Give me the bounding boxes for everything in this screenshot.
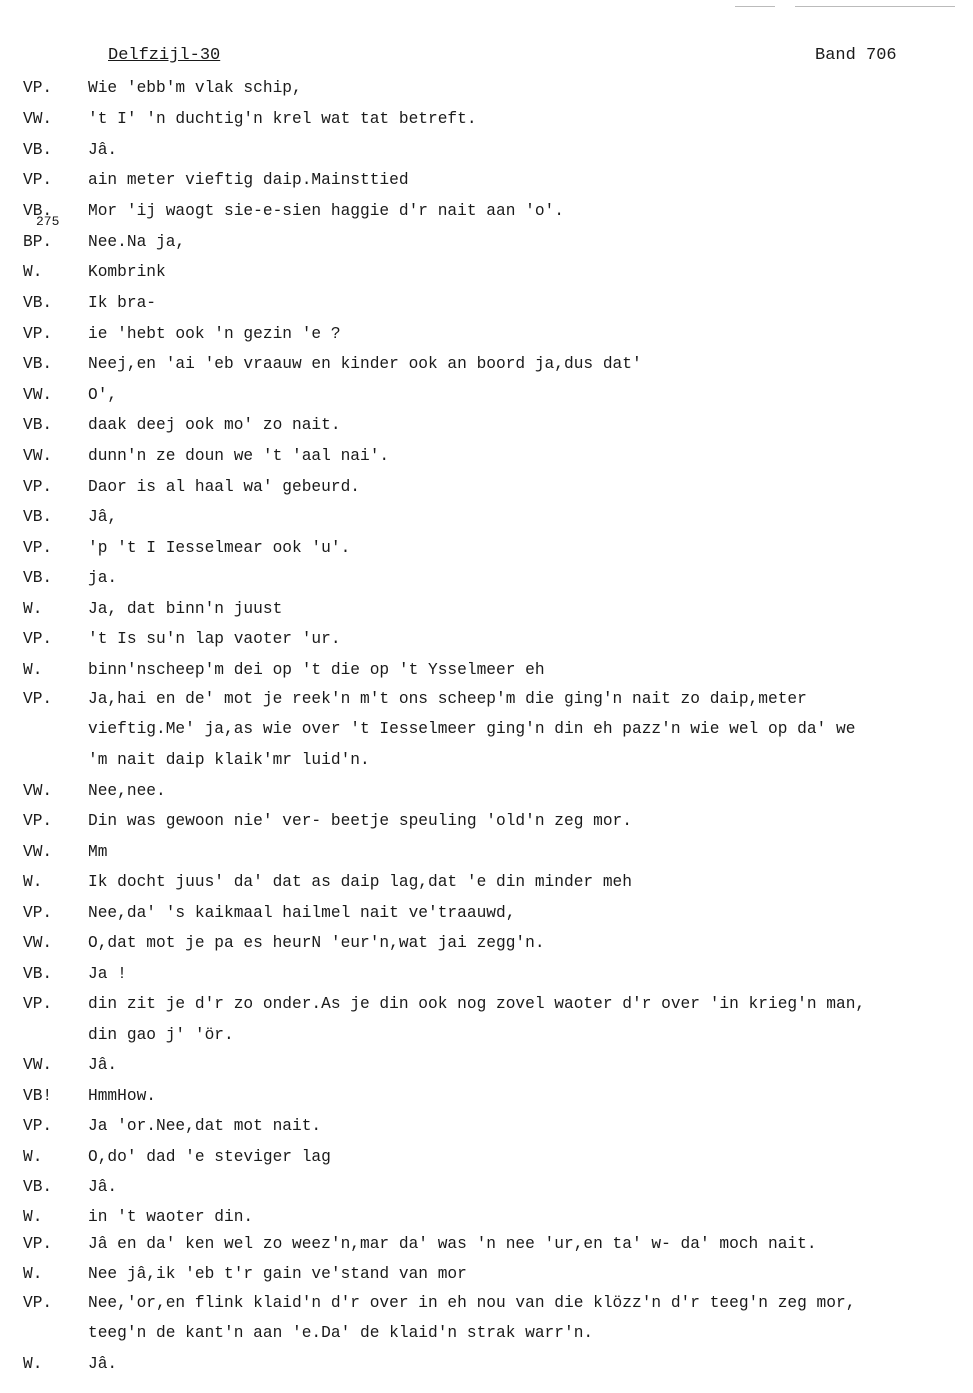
utterance-text: din zit je d'r zo onder.As je din ook nog zovel waoter d'r over 'in krieg'n man, bbox=[88, 995, 866, 1013]
transcript-line bbox=[0, 1291, 973, 1315]
speaker-label: VP. bbox=[23, 995, 53, 1013]
speaker-label: VB. bbox=[23, 1178, 53, 1196]
speaker-label: BP. bbox=[23, 233, 53, 251]
speaker-label: VW. bbox=[23, 782, 53, 800]
transcript-line bbox=[0, 658, 973, 682]
speaker-label: VB. bbox=[23, 141, 53, 159]
transcript-line bbox=[0, 931, 973, 955]
utterance-text: Daor is al haal wa' gebeurd. bbox=[88, 478, 360, 496]
utterance-text: ja. bbox=[88, 569, 118, 587]
transcript-line bbox=[0, 840, 973, 864]
transcript-line bbox=[0, 962, 973, 986]
transcript-line bbox=[0, 199, 973, 223]
speaker-label: VP. bbox=[23, 1235, 53, 1253]
utterance-text: Ik bra- bbox=[88, 294, 156, 312]
utterance-text: daak deej ook mo' zo nait. bbox=[88, 416, 341, 434]
speaker-label: W. bbox=[23, 263, 43, 281]
transcript-line bbox=[0, 1175, 973, 1199]
transcript-line bbox=[0, 260, 973, 284]
document-code: Delfzijl-30 bbox=[108, 46, 221, 65]
utterance-text: Mor 'ij waogt sie-e-sien haggie d'r nait aan 'o'. bbox=[88, 202, 564, 220]
speaker-label: W. bbox=[23, 1148, 43, 1166]
speaker-label: W. bbox=[23, 1265, 43, 1283]
utterance-text: Nee,da' 's kaikmaal hailmel nait ve'traauwd, bbox=[88, 904, 516, 922]
transcript-line bbox=[0, 597, 973, 621]
transcript-line bbox=[0, 1053, 973, 1077]
transcript-line bbox=[0, 168, 973, 192]
utterance-text: Jâ en da' ken wel zo weez'n,mar da' was 'n nee 'ur,en ta' w- da' moch nait. bbox=[88, 1235, 817, 1253]
speaker-label: VP. bbox=[23, 325, 53, 343]
utterance-text: in 't waoter din. bbox=[88, 1208, 254, 1226]
transcript-line bbox=[0, 352, 973, 376]
utterance-text: 't I' 'n duchtig'n krel wat tat betreft. bbox=[88, 110, 477, 128]
speaker-label: VP. bbox=[23, 1117, 53, 1135]
speaker-label: VP. bbox=[23, 690, 53, 708]
utterance-text: ain meter vieftig daip.Mainsttied bbox=[88, 171, 409, 189]
transcript-line bbox=[0, 76, 973, 100]
utterance-text: Jâ. bbox=[88, 1056, 118, 1074]
transcript-line bbox=[0, 992, 973, 1016]
transcript-line bbox=[0, 717, 973, 741]
utterance-text: 'm nait daip klaik'mr luid'n. bbox=[88, 751, 370, 769]
transcript-line bbox=[0, 383, 973, 407]
utterance-text: teeg'n de kant'n aan 'e.Da' de klaid'n strak warr'n. bbox=[88, 1324, 594, 1342]
speaker-label: W. bbox=[23, 600, 43, 618]
transcript-line bbox=[0, 322, 973, 346]
speaker-label: VB. bbox=[23, 355, 53, 373]
transcript-line bbox=[0, 1232, 973, 1256]
transcript-line bbox=[0, 230, 973, 254]
tape-number: Band 706 bbox=[815, 46, 897, 65]
speaker-label: VB. bbox=[23, 508, 53, 526]
transcript-line bbox=[0, 1023, 973, 1047]
utterance-text: Din was gewoon nie' ver- beetje speuling 'old'n zeg mor. bbox=[88, 812, 632, 830]
transcript-line bbox=[0, 901, 973, 925]
margin-annotation: 275 bbox=[36, 214, 60, 229]
utterance-text: HmmHow. bbox=[88, 1087, 156, 1105]
transcript-line bbox=[0, 291, 973, 315]
top-rule-left bbox=[735, 6, 775, 7]
speaker-label: VP. bbox=[23, 630, 53, 648]
transcript-line bbox=[0, 1262, 973, 1286]
utterance-text: Jâ. bbox=[88, 1355, 118, 1373]
transcript-line bbox=[0, 748, 973, 772]
speaker-label: VB. bbox=[23, 965, 53, 983]
utterance-text: O,do' dad 'e steviger lag bbox=[88, 1148, 331, 1166]
speaker-label: VW. bbox=[23, 447, 53, 465]
transcript-line bbox=[0, 1321, 973, 1345]
utterance-text: Nee jâ,ik 'eb t'r gain ve'stand van mor bbox=[88, 1265, 467, 1283]
utterance-text: Neej,en 'ai 'eb vraauw en kinder ook an boord ja,dus dat' bbox=[88, 355, 642, 373]
utterance-text: Ja ! bbox=[88, 965, 127, 983]
transcript-line bbox=[0, 107, 973, 131]
utterance-text: ie 'hebt ook 'n gezin 'e ? bbox=[88, 325, 341, 343]
speaker-label: VP. bbox=[23, 812, 53, 830]
speaker-label: VW. bbox=[23, 386, 53, 404]
speaker-label: VP. bbox=[23, 171, 53, 189]
utterance-text: 'p 't I Iesselmear ook 'u'. bbox=[88, 539, 351, 557]
utterance-text: Jâ. bbox=[88, 141, 118, 159]
speaker-label: W. bbox=[23, 873, 43, 891]
utterance-text: Nee,nee. bbox=[88, 782, 166, 800]
speaker-label: VW. bbox=[23, 110, 53, 128]
transcript-line bbox=[0, 1145, 973, 1169]
utterance-text: Jâ. bbox=[88, 1178, 118, 1196]
speaker-label: VB. bbox=[23, 569, 53, 587]
speaker-label: VP. bbox=[23, 1294, 53, 1312]
utterance-text: Nee.Na ja, bbox=[88, 233, 186, 251]
speaker-label: VP. bbox=[23, 904, 53, 922]
utterance-text: Ja, dat binn'n juust bbox=[88, 600, 283, 618]
transcript-line bbox=[0, 1114, 973, 1138]
utterance-text: binn'nscheep'm dei op 't die op 't Ysselmeer eh bbox=[88, 661, 545, 679]
utterance-text: din gao j' 'ör. bbox=[88, 1026, 234, 1044]
utterance-text: Ik docht juus' da' dat as daip lag,dat 'e din minder meh bbox=[88, 873, 632, 891]
transcript-line bbox=[0, 413, 973, 437]
transcript-line bbox=[0, 1352, 973, 1376]
utterance-text: Ja 'or.Nee,dat mot nait. bbox=[88, 1117, 322, 1135]
transcript-line bbox=[0, 444, 973, 468]
speaker-label: VP. bbox=[23, 539, 53, 557]
utterance-text: 't Is su'n lap vaoter 'ur. bbox=[88, 630, 341, 648]
utterance-text: Jâ, bbox=[88, 508, 118, 526]
transcript-line bbox=[0, 505, 973, 529]
utterance-text: Ja,hai en de' mot je reek'n m't ons scheep'm die ging'n nait zo daip,meter bbox=[88, 690, 807, 708]
transcript-line bbox=[0, 1084, 973, 1108]
speaker-label: VP. bbox=[23, 478, 53, 496]
transcript-line bbox=[0, 627, 973, 651]
speaker-label: VP. bbox=[23, 79, 53, 97]
utterance-text: Nee,'or,en flink klaid'n d'r over in eh nou van die klözz'n d'r teeg'n zeg mor, bbox=[88, 1294, 856, 1312]
speaker-label: VB. bbox=[23, 416, 53, 434]
speaker-label: VB! bbox=[23, 1087, 53, 1105]
utterance-text: vieftig.Me' ja,as wie over 't Iesselmeer ging'n din eh pazz'n wie wel op da' we bbox=[88, 720, 856, 738]
top-rule-right bbox=[795, 6, 955, 7]
speaker-label: VB. bbox=[23, 294, 53, 312]
utterance-text: O', bbox=[88, 386, 118, 404]
speaker-label: VB. bbox=[23, 202, 53, 220]
utterance-text: Kombrink bbox=[88, 263, 166, 281]
transcript-line bbox=[0, 779, 973, 803]
transcript-line bbox=[0, 138, 973, 162]
transcript-line bbox=[0, 809, 973, 833]
transcript-line bbox=[0, 870, 973, 894]
speaker-label: VW. bbox=[23, 934, 53, 952]
speaker-label: W. bbox=[23, 1355, 43, 1373]
speaker-label: VW. bbox=[23, 843, 53, 861]
speaker-label: VW. bbox=[23, 1056, 53, 1074]
utterance-text: Wie 'ebb'm vlak schip, bbox=[88, 79, 302, 97]
utterance-text: dunn'n ze doun we 't 'aal nai'. bbox=[88, 447, 390, 465]
utterance-text: O,dat mot je pa es heurN 'eur'n,wat jai zegg'n. bbox=[88, 934, 545, 952]
transcript-line bbox=[0, 1205, 973, 1229]
speaker-label: W. bbox=[23, 1208, 43, 1226]
transcript-line bbox=[0, 536, 973, 560]
transcript-line bbox=[0, 475, 973, 499]
transcript-line bbox=[0, 566, 973, 590]
transcript-line bbox=[0, 687, 973, 711]
utterance-text: Mm bbox=[88, 843, 108, 861]
speaker-label: W. bbox=[23, 661, 43, 679]
